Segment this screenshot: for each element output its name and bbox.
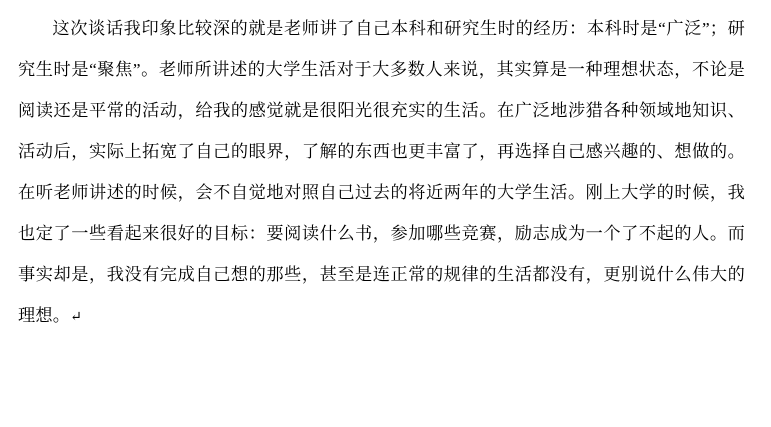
document-paragraph [18, 8, 745, 338]
paragraph-text: 这次谈话我印象比较深的就是老师讲了自己本科和研究生时的经历：本科时是“广泛”；研究生时是“聚焦”。老师所讲述的大学生活对于大多数人来说，其实算是一种理想状态，不论是阅读还是平常的活动，给我的感觉就是很阳光很充实的生活。在广泛地涉猎各种领域地知识、活动后，实际上拓宽了自己的眼界，了解的东西也更丰富了，再选择自己感兴趣的、想做的。在听老师讲述的时候，会不自觉地对照自己过去的将近两年的大学生活。刚上大学的时候，我也定了一些看起来很好的目标：要阅读什么书，参加哪些竞赛，励志成为一个了不起的人。而事实却是，我没有完成自己想的那些，甚至是连正常的规律的生活都没有，更别说什么伟大的理想。 [18, 19, 745, 325]
paragraph-mark-icon: ↵ [70, 310, 83, 325]
